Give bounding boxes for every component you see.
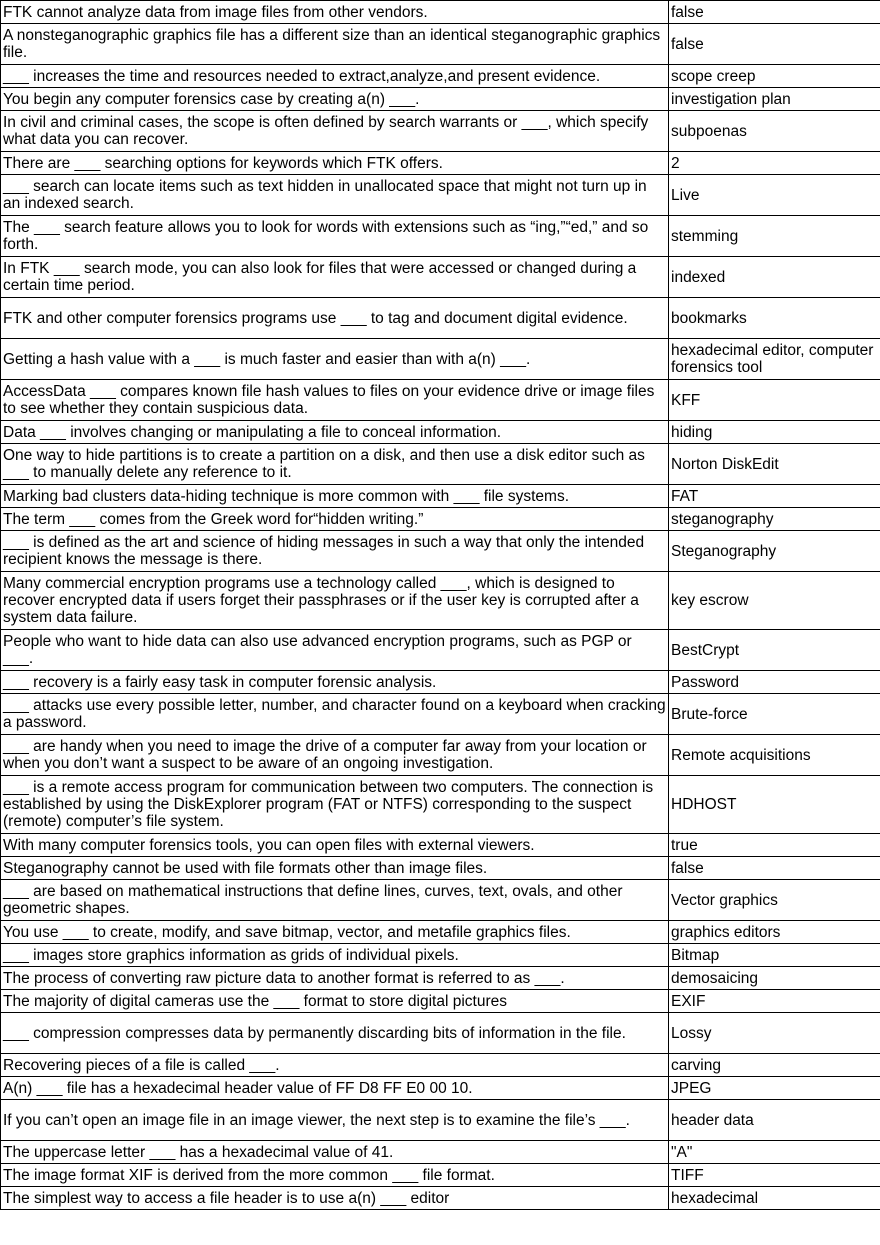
question-cell: You begin any computer forensics case by creating a(n) ___. — [1, 88, 669, 111]
answer-cell: hexadecimal editor, computer forensics tool — [669, 339, 880, 380]
question-cell: The simplest way to access a file header is to use a(n) ___ editor — [1, 1187, 669, 1210]
answer-cell: KFF — [669, 380, 880, 421]
question-cell: People who want to hide data can also use advanced encryption programs, such as PGP or ___. — [1, 630, 669, 671]
answer-cell: true — [669, 834, 880, 857]
table-row — [1, 880, 880, 921]
answer-cell: stemming — [669, 216, 880, 257]
table-row — [1, 671, 880, 694]
answer-cell: Steganography — [669, 531, 880, 572]
table-row — [1, 1054, 880, 1077]
table-row — [1, 1141, 880, 1164]
answer-cell: Brute-force — [669, 694, 880, 735]
answer-cell: indexed — [669, 257, 880, 298]
question-cell: ___ is defined as the art and science of hiding messages in such a way that only the intended recipient knows the message is there. — [1, 531, 669, 572]
answer-cell: graphics editors — [669, 921, 880, 944]
table-row — [1, 175, 880, 216]
answer-cell: EXIF — [669, 990, 880, 1013]
question-cell: A nonsteganographic graphics file has a different size than an identical steganographic graphics file. — [1, 24, 669, 65]
answer-cell: bookmarks — [669, 298, 880, 339]
question-cell: The uppercase letter ___ has a hexadecimal value of 41. — [1, 1141, 669, 1164]
table-row — [1, 630, 880, 671]
answer-cell: Lossy — [669, 1013, 880, 1054]
question-cell: Recovering pieces of a file is called ___. — [1, 1054, 669, 1077]
answer-cell: investigation plan — [669, 88, 880, 111]
table-row — [1, 834, 880, 857]
table-row — [1, 339, 880, 380]
question-cell: The process of converting raw picture data to another format is referred to as ___. — [1, 967, 669, 990]
question-cell: ___ are handy when you need to image the drive of a computer far away from your location or when you don’t want a suspect to be aware of an ongoing investigation. — [1, 735, 669, 776]
table-row — [1, 421, 880, 444]
answer-cell: JPEG — [669, 1077, 880, 1100]
table-row — [1, 1, 880, 24]
table-row — [1, 990, 880, 1013]
table-row — [1, 944, 880, 967]
answer-cell: "A" — [669, 1141, 880, 1164]
question-cell: ___ are based on mathematical instructions that define lines, curves, text, ovals, and other geometric shapes. — [1, 880, 669, 921]
question-cell: The image format XIF is derived from the more common ___ file format. — [1, 1164, 669, 1187]
question-cell: FTK cannot analyze data from image files from other vendors. — [1, 1, 669, 24]
table-row — [1, 694, 880, 735]
table-row — [1, 111, 880, 152]
table-row — [1, 921, 880, 944]
table-row — [1, 257, 880, 298]
table-row — [1, 152, 880, 175]
table-row — [1, 967, 880, 990]
question-cell: ___ images store graphics information as grids of individual pixels. — [1, 944, 669, 967]
answer-cell: hexadecimal — [669, 1187, 880, 1210]
answer-cell: false — [669, 24, 880, 65]
question-cell: In civil and criminal cases, the scope is often defined by search warrants or ___, which specify what data you can recover. — [1, 111, 669, 152]
table-row — [1, 735, 880, 776]
answer-cell: Norton DiskEdit — [669, 444, 880, 485]
question-cell: You use ___ to create, modify, and save bitmap, vector, and metafile graphics files. — [1, 921, 669, 944]
table-row — [1, 380, 880, 421]
answer-cell: BestCrypt — [669, 630, 880, 671]
question-cell: In FTK ___ search mode, you can also look for files that were accessed or changed during a certain time period. — [1, 257, 669, 298]
answer-cell: scope creep — [669, 65, 880, 88]
table-row — [1, 1187, 880, 1210]
question-cell: Getting a hash value with a ___ is much faster and easier than with a(n) ___. — [1, 339, 669, 380]
question-cell: ___ compression compresses data by permanently discarding bits of information in the file. — [1, 1013, 669, 1054]
answer-cell: key escrow — [669, 572, 880, 630]
answer-cell: hiding — [669, 421, 880, 444]
answer-cell: Live — [669, 175, 880, 216]
table-row — [1, 65, 880, 88]
question-cell: Data ___ involves changing or manipulating a file to conceal information. — [1, 421, 669, 444]
table-row — [1, 1077, 880, 1100]
question-cell: Steganography cannot be used with file formats other than image files. — [1, 857, 669, 880]
table-row — [1, 485, 880, 508]
answer-cell: Vector graphics — [669, 880, 880, 921]
answer-cell: false — [669, 857, 880, 880]
answer-cell: header data — [669, 1100, 880, 1141]
question-cell: ___ recovery is a fairly easy task in computer forensic analysis. — [1, 671, 669, 694]
answer-cell: HDHOST — [669, 776, 880, 834]
question-cell: The majority of digital cameras use the ___ format to store digital pictures — [1, 990, 669, 1013]
question-cell: If you can’t open an image file in an image viewer, the next step is to examine the file’s ___. — [1, 1100, 669, 1141]
answer-cell: carving — [669, 1054, 880, 1077]
table-row — [1, 776, 880, 834]
table-row — [1, 216, 880, 257]
question-cell: ___ increases the time and resources needed to extract,analyze,and present evidence. — [1, 65, 669, 88]
table-row — [1, 1100, 880, 1141]
answer-cell: demosaicing — [669, 967, 880, 990]
question-cell: One way to hide partitions is to create a partition on a disk, and then use a disk editor such as ___ to manually delete any reference to it. — [1, 444, 669, 485]
table-row — [1, 444, 880, 485]
question-cell: ___ is a remote access program for communication between two computers. The connection is established by using the DiskExplorer program (FAT or NTFS) corresponding to the suspect (remote) computer’s file system. — [1, 776, 669, 834]
table-row — [1, 1164, 880, 1187]
answer-cell: FAT — [669, 485, 880, 508]
answer-cell: Bitmap — [669, 944, 880, 967]
table-row — [1, 857, 880, 880]
answer-cell: TIFF — [669, 1164, 880, 1187]
question-cell: ___ attacks use every possible letter, number, and character found on a keyboard when cracking a password. — [1, 694, 669, 735]
question-cell: With many computer forensics tools, you can open files with external viewers. — [1, 834, 669, 857]
answer-cell: Password — [669, 671, 880, 694]
answer-cell: Remote acquisitions — [669, 735, 880, 776]
question-cell: The term ___ comes from the Greek word for“hidden writing.” — [1, 508, 669, 531]
table-row — [1, 572, 880, 630]
answer-cell: subpoenas — [669, 111, 880, 152]
question-cell: Marking bad clusters data-hiding technique is more common with ___ file systems. — [1, 485, 669, 508]
question-cell: AccessData ___ compares known file hash values to files on your evidence drive or image files to see whether they contain suspicious data. — [1, 380, 669, 421]
table-row — [1, 508, 880, 531]
answer-cell: false — [669, 1, 880, 24]
answer-cell: steganography — [669, 508, 880, 531]
table-row — [1, 531, 880, 572]
table-row — [1, 24, 880, 65]
question-cell: ___ search can locate items such as text hidden in unallocated space that might not turn up in an indexed search. — [1, 175, 669, 216]
question-cell: FTK and other computer forensics programs use ___ to tag and document digital evidence. — [1, 298, 669, 339]
table-row — [1, 298, 880, 339]
table-row — [1, 88, 880, 111]
question-cell: Many commercial encryption programs use a technology called ___, which is designed to recover encrypted data if users forget their passphrases or if the user key is corrupted after a system data failure. — [1, 572, 669, 630]
question-cell: There are ___ searching options for keywords which FTK offers. — [1, 152, 669, 175]
question-cell: The ___ search feature allows you to look for words with extensions such as “ing,”“ed,” and so forth. — [1, 216, 669, 257]
question-cell: A(n) ___ file has a hexadecimal header value of FF D8 FF E0 00 10. — [1, 1077, 669, 1100]
table-row — [1, 1013, 880, 1054]
answer-cell: 2 — [669, 152, 880, 175]
